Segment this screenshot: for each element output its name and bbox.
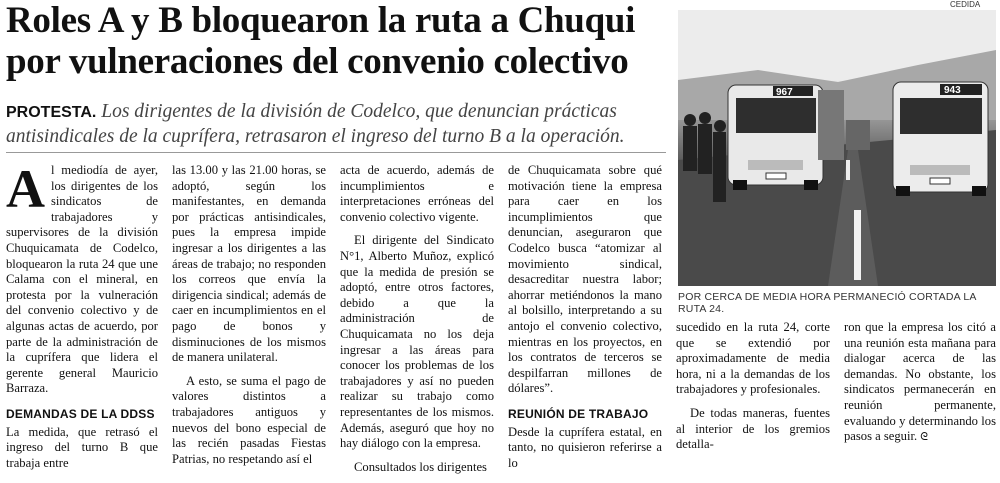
news-photo: [678, 10, 996, 286]
lead-text: Los dirigentes de la división de Codelco, que denuncian prácticas antisindicales de la cuprífera, retrasaron el ingreso del turno B a la operación.: [6, 101, 625, 147]
lead-kicker: PROTESTA.: [6, 104, 97, 121]
article-column-2: [172, 163, 326, 475]
subheading-reunion: REUNIÓN DE TRABAJO: [508, 406, 649, 421]
photo-caption: POR CERCA DE MEDIA HORA PERMANECIÓ CORTADA LA RUTA 24.: [678, 291, 977, 315]
column-2-paragraph-2: A esto, se suma el pago de valores distintos a trabajadores antiguos y nuevos del bono especial de las recién pasadas Fiestas Patrias, no respetando así el: [172, 373, 326, 466]
column-1-paragraph-1: Al mediodía de ayer, los dirigentes de los sindicatos de trabajadores y supervisores de la división Chuquicamata de Codelco, bloquearon la ruta 24 que une Calama con el mineral, en protesta por la vulneración del convenio colectivo y de algunas actas de acuerdo, por parte de la administración de la cuprífera que lidera el gerente general Mauricio Barraza.: [6, 159, 158, 396]
column-4-paragraph-2: Desde la cuprífera estatal, en tanto, no quisieron referirse a lo: [508, 424, 662, 470]
column-5-paragraph-1: sucedido en la ruta 24, corte que se extendió por aproximadamente de media hora, ni a la demandas de los trabajadores y profesionales.: [676, 320, 830, 397]
lead-divider: [6, 152, 666, 153]
photo-credit: CEDIDA: [950, 0, 981, 9]
headline: Roles A y B bloquearon la ruta a Chuqui por vulneraciones del convenio colectivo: [6, 0, 636, 82]
column-4-paragraph-1: de Chuquicamata sobre qué motivación tiene la empresa para caer en los incumplimientos que denuncian, aseguraron que Codelco busca “atomizar al movimiento sindical, desacreditar nuestra labor; ahorrar metiéndonos la mano al bolsillo, interpretando a su antojo el convenio colectivo, mientras en los proyectos, en los contratos de terceros se despilfarran millones de dólares”.: [508, 163, 662, 396]
bus-number-right: 943: [944, 85, 961, 96]
column-3-paragraph-1: acta de acuerdo, además de incumplimientos e interpretaciones erróneas del convenio colectivo vigente.: [340, 163, 494, 224]
column-2-paragraph-1: las 13.00 y las 21.00 horas, se adoptó, según los manifestantes, en demanda por prácticas antisindicales, pues la empresa impide ingresar a los dirigentes a las áreas de trabajo; no responden los correos que envía la dirigencia sindical; además de caer en incumplimientos en el pago de bonos y disminuciones de los mismos de manera unilateral.: [172, 163, 326, 365]
column-5-paragraph-2: De todas maneras, fuentes al interior de los gremios detalla-: [676, 405, 830, 452]
drop-cap: A: [6, 159, 45, 219]
lead-paragraph: [6, 100, 666, 149]
bus-number-left: 967: [776, 87, 793, 98]
column-1-paragraph-2: La medida, que retrasó el ingreso del turno B que trabaja entre: [6, 424, 158, 470]
subheading-demandas: DEMANDAS DE LA DDSS: [6, 406, 155, 421]
column-3-paragraph-3: Consultados los dirigentes: [354, 459, 487, 474]
bus-blockade-illustration: [678, 10, 996, 286]
column-6-paragraph-1: ron que la empresa los citó a una reunión esta mañana para dialogar acerca de las demandas. No obstante, los sindicatos permanecerán en reunión permanente, evaluando y determinando los pasos a seguir. ᘓ: [844, 320, 996, 444]
article-column-6: [844, 320, 996, 453]
column-3-paragraph-2: El dirigente del Sindicato N°1, Alberto Muñoz, explicó que la medida de presión se adoptó, entre otros factores, debido a que la administración de Chuquicamata no los deja ingresar a las áreas para conocer los problemas de los trabajadores y así no pueden realizar su trabajo como representantes de los mismos. Además, aseguró que hoy no hay diálogo con la empresa.: [340, 233, 494, 451]
end-of-article-icon: ᘓ: [920, 430, 929, 444]
article-column-5: [676, 320, 830, 461]
article-column-1: [6, 159, 158, 479]
article-column-4: [508, 163, 662, 479]
article-column-3: [340, 163, 494, 483]
